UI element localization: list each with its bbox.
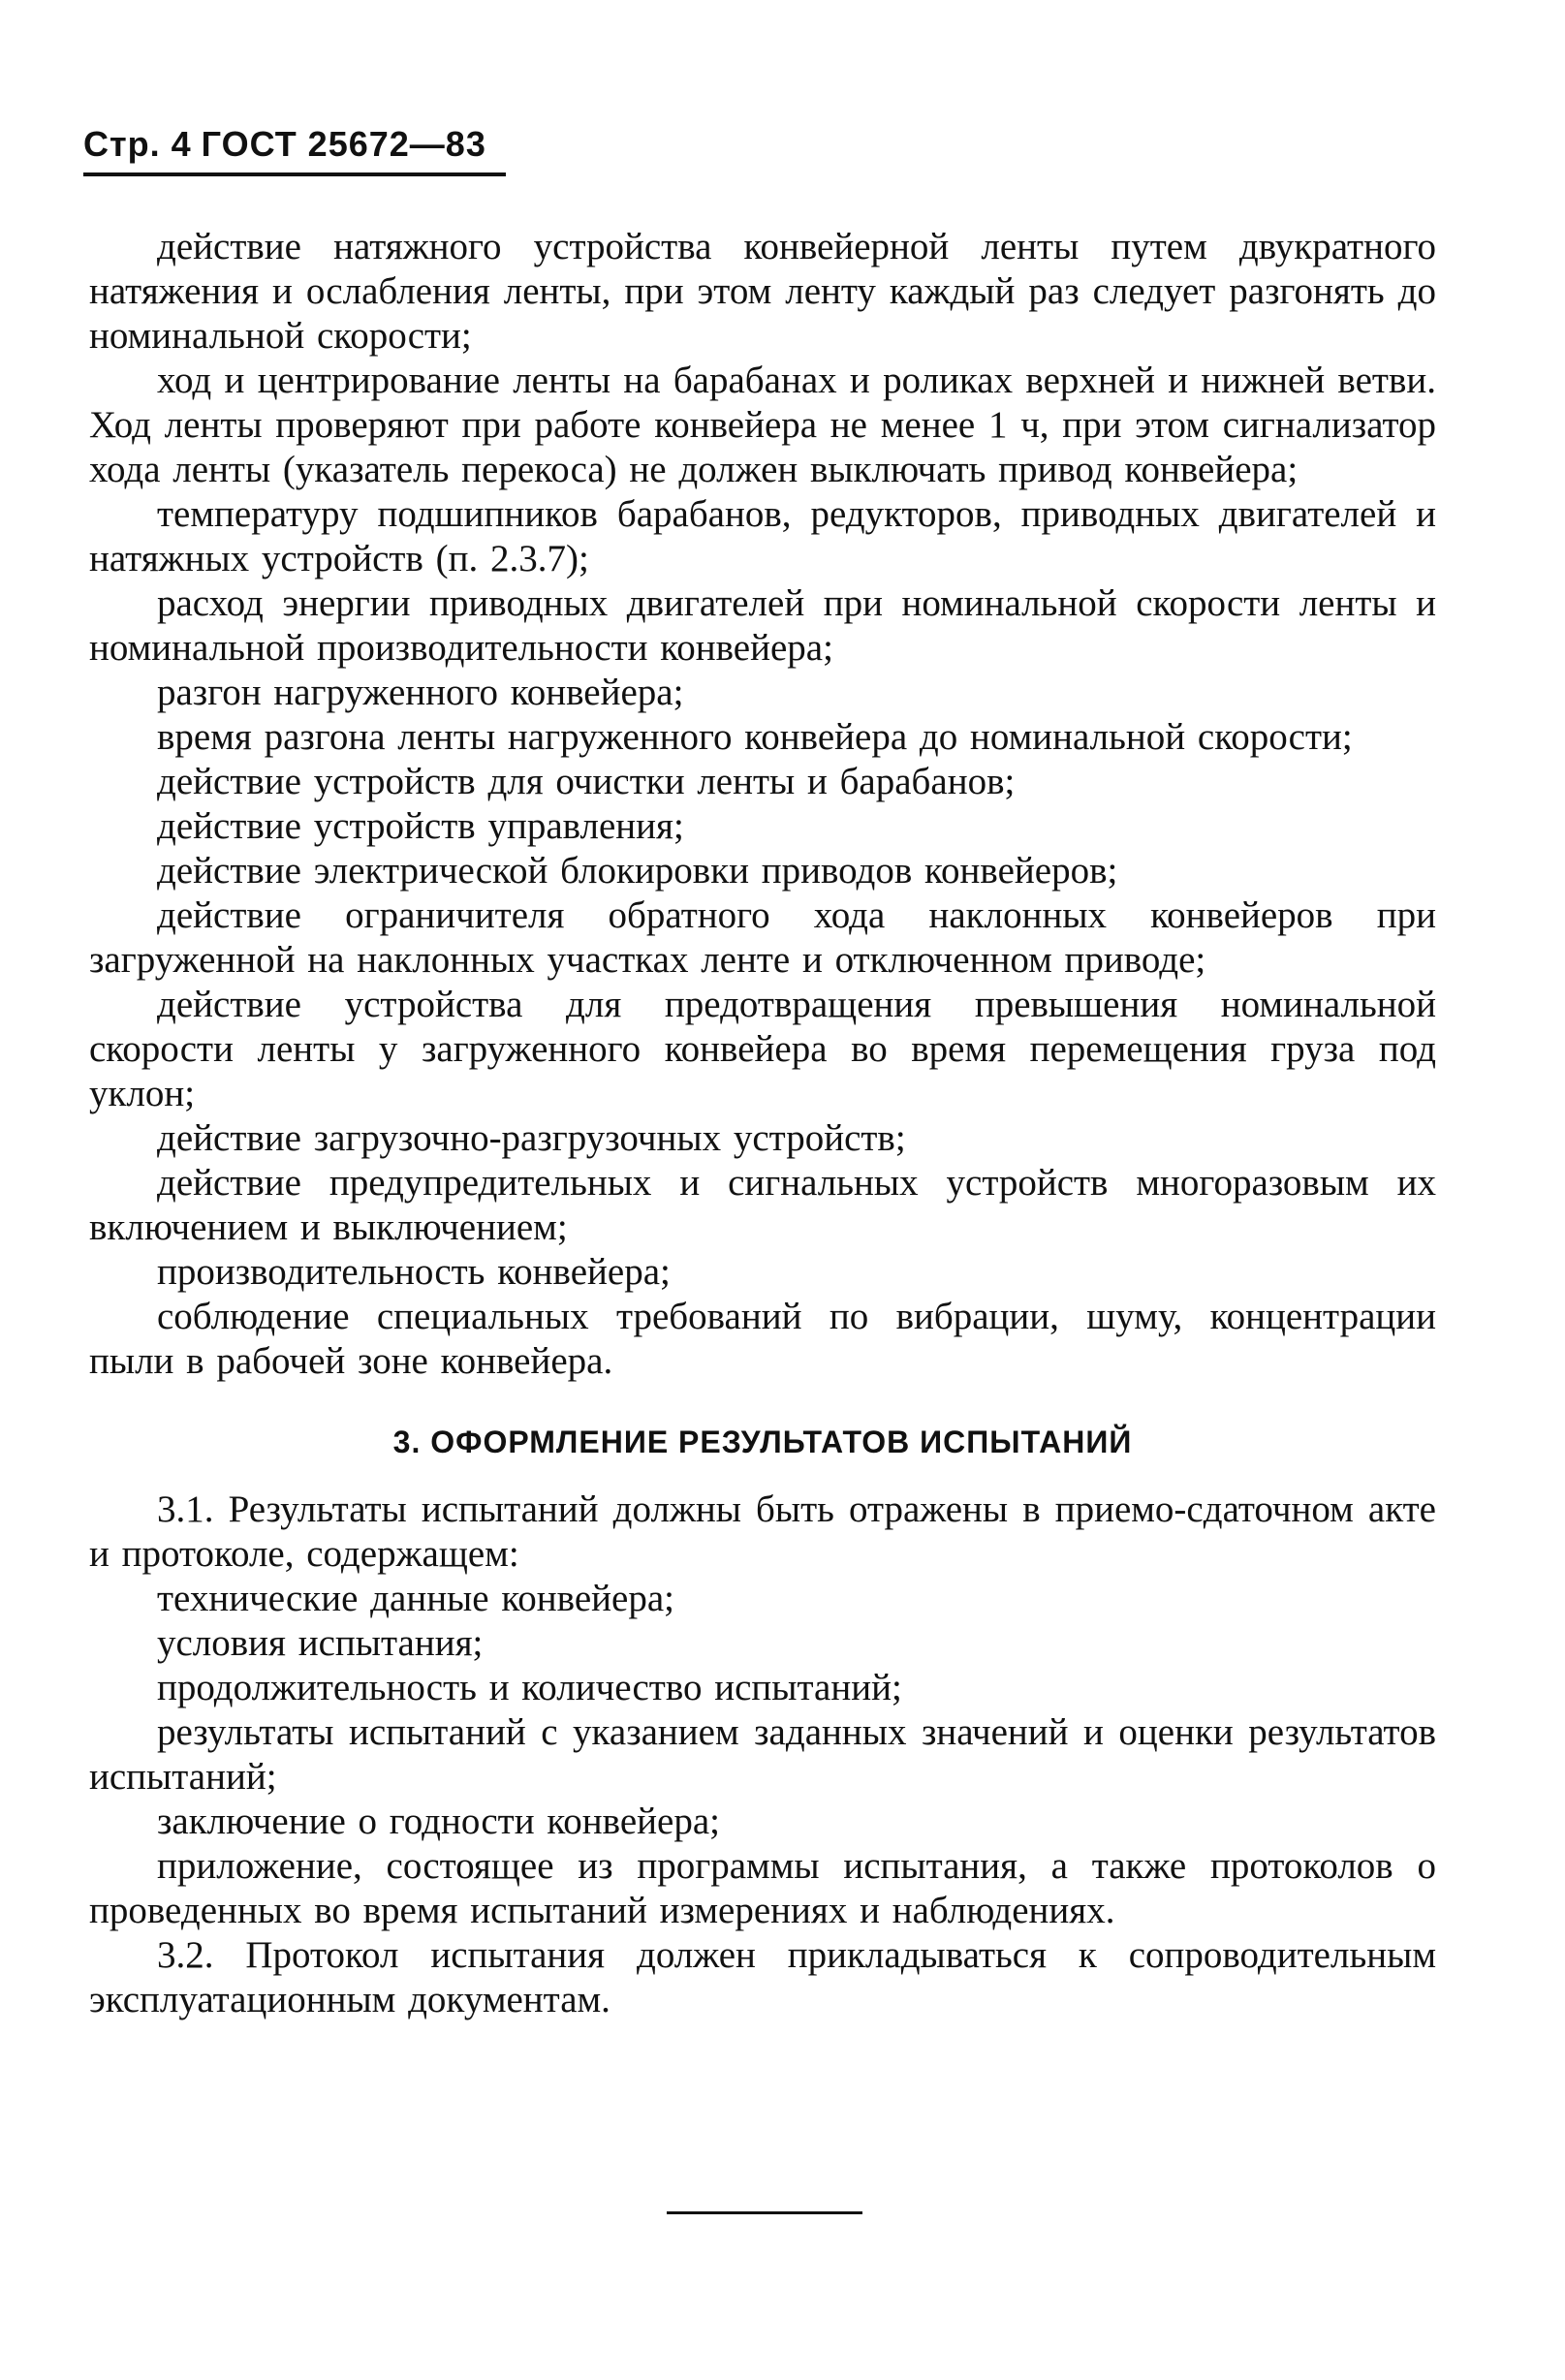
list-item: заключение о годности конвейера; [157,1801,720,1842]
list-item: производительность конвейера; [157,1251,671,1293]
list-item: ход и центрирование ленты на барабанах и роликах верхней и нижней ветви. Ход ленты проверяют при работе конвейера не менее 1 ч, при этом сигнализатор хода ленты (указатель перекоса) не должен выключать привод конвейера; [89,360,1436,490]
list-item: действие устройств для очистки ленты и барабанов; [157,761,1016,802]
list-item: результаты испытаний с указанием заданных значений и оценки результатов испытаний; [89,1711,1436,1798]
header-rule [83,172,506,176]
section-title: 3. ОФОРМЛЕНИЕ РЕЗУЛЬТАТОВ ИСПЫТАНИЙ [392,1425,1133,1459]
list-item: действие предупредительных и сигнальных устройств многоразовым их включением и выключением; [89,1162,1436,1248]
list-item: условия испытания; [157,1622,484,1664]
list-item: действие электрической блокировки приводов конвейеров; [157,850,1118,892]
standard-number: ГОСТ 25672—83 [201,124,486,164]
document-body [89,225,1436,2022]
list-item: действие загрузочно-разгрузочных устройств; [157,1117,906,1159]
list-item: технические данные конвейера; [157,1578,674,1619]
protocol-contents-list [89,1577,1436,1933]
list-item: разгон нагруженного конвейера; [157,672,684,713]
list-item: продолжительность и количество испытаний; [157,1667,902,1708]
list-item: действие устройства для предотвращения превышения номинальной скорости ленты у загруженного конвейера во время перемещения груза под уклон; [89,984,1436,1114]
list-item: температуру подшипников барабанов, редукторов, приводных двигателей и натяжных устройств (п. 2.3.7); [89,493,1436,579]
check-list [89,225,1436,1384]
clause-3-1: 3.1. Результаты испытаний должны быть отражены в приемо-сдаточном акте и протоколе, содержащем: [89,1488,1436,1575]
page-number: Стр. 4 [83,124,192,164]
list-item: действие устройств управления; [157,805,684,847]
list-item: расход энергии приводных двигателей при номинальной скорости ленты и номинальной производительности конвейера; [89,582,1436,669]
list-item: действие натяжного устройства конвейерной ленты путем двукратного натяжения и ослабления ленты, при этом ленту каждый раз следует разгонять до номинальной скорости; [89,226,1436,357]
clause-3-2: 3.2. Протокол испытания должен прикладываться к сопроводительным эксплуатационным документам. [89,1934,1436,2020]
footer-rule [667,2211,862,2214]
list-item: приложение, состоящее из программы испытания, а также протоколов о проведенных во время испытаний измерениях и наблюдениях. [89,1845,1436,1931]
list-item: действие ограничителя обратного хода наклонных конвейеров при загруженной на наклонных участках ленте и отключенном приводе; [89,894,1436,981]
page-header [83,124,486,165]
list-item: время разгона ленты нагруженного конвейера до номинальной скорости; [157,716,1353,758]
list-item: соблюдение специальных требований по вибрации, шуму, концентрации пыли в рабочей зоне конвейера. [89,1296,1436,1382]
